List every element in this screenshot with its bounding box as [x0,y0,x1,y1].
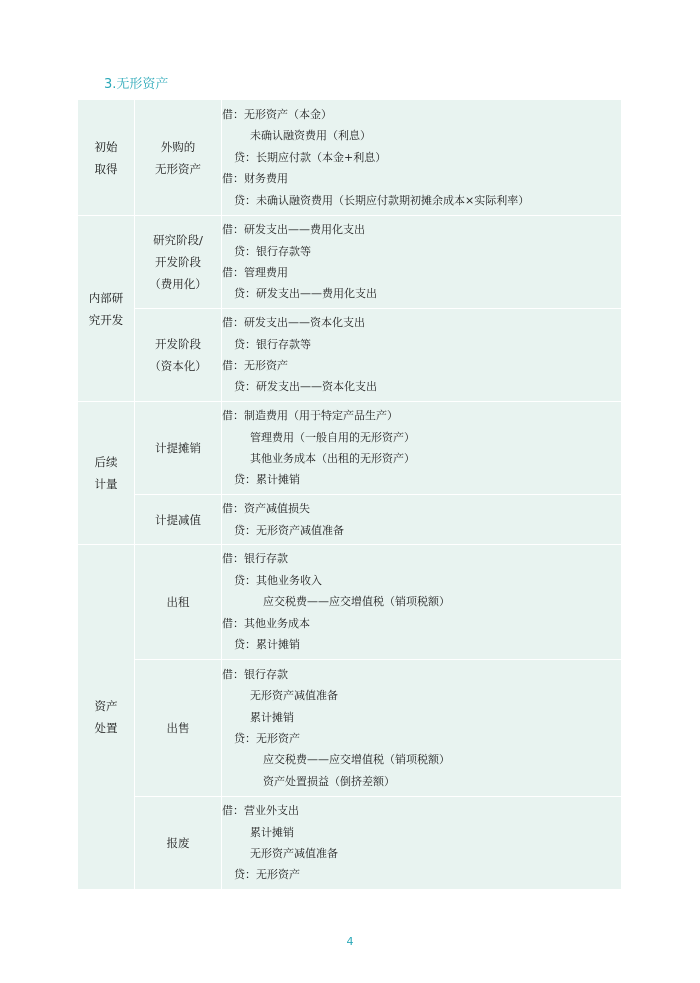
entry-line: 借：制造费用（用于特定产品生产） [222,409,398,423]
subcategory-label: 无形资产 [155,161,201,176]
entry-line: 贷：研发支出——资本化支出 [234,380,377,394]
table-row [78,309,622,402]
category-label: 计量 [94,477,118,491]
subcategory-cell [135,545,222,660]
entry-line: 贷：累计摊销 [234,638,300,652]
entry-cell [222,495,622,545]
entry-line: 贷：无形资产 [234,868,300,882]
entry-line: 借：无形资产 [222,359,288,372]
category-label: 内部研 [88,290,124,305]
entry-line: 贷：长期应付款（本金+利息） [234,150,387,164]
entry-line: 借：研发支出——费用化支出 [222,223,365,237]
entry-line: 应交税费——应交增值税（销项税额） [263,753,450,767]
subcategory-cell [135,495,222,545]
entry-line: 借：研发支出——资本化支出 [222,316,365,330]
entry-line: 借：无形资产（本金） [222,107,332,121]
category-label: 资产 [94,699,118,713]
subcategory-cell [135,309,222,402]
entry-line: 贷：累计摊销 [234,473,300,487]
entry-line: 其他业务成本（出租的无形资产） [250,452,415,465]
category-cell [78,216,135,402]
entry-line: 应交税费——应交增值税（销项税额） [263,595,450,609]
subcategory-label: 报废 [166,836,190,850]
category-label: 初始 [94,139,118,154]
subcategory-label: 计提摊销 [155,441,201,455]
entry-cell [222,216,622,309]
entry-line: 贷：无形资产减值准备 [234,523,344,537]
table-row [78,545,622,660]
entry-line: 无形资产减值准备 [250,689,338,703]
subcategory-label: 出租 [166,595,190,609]
subcategory-cell [135,402,222,495]
subcategory-label: 出售 [166,721,190,735]
table-row [78,660,622,797]
entry-cell [222,100,622,216]
category-label: 处置 [94,721,118,735]
subcategory-label: 开发阶段 [155,255,201,269]
entry-cell [222,402,622,495]
entry-line: 借：银行存款 [222,667,288,681]
subcategory-label: 计提减值 [155,512,201,527]
category-label: 究开发 [88,312,124,327]
table-row [78,402,622,495]
entry-line: 贷：未确认融资费用（长期应付款期初摊余成本×实际利率） [234,193,530,207]
entry-line: 借：营业外支出 [222,804,299,818]
entry-line: 累计摊销 [250,710,294,724]
subcategory-cell [135,100,222,216]
entry-line: 贷：银行存款等 [234,337,311,351]
entry-line: 贷：其他业务收入 [234,573,322,587]
subcategory-cell [135,797,222,890]
entry-line: 贷：研发支出——费用化支出 [234,287,377,301]
subcategory-label: 外购的 [160,139,196,154]
category-label: 取得 [94,161,118,176]
entry-line: 借：其他业务成本 [222,616,310,630]
entry-line: 未确认融资费用（利息） [250,129,371,143]
intangible-assets-table [77,99,622,890]
entry-cell [222,545,622,660]
entry-line: 借：银行存款 [222,552,288,566]
table-row [78,100,622,216]
entry-line: 累计摊销 [250,825,294,839]
entry-cell [222,309,622,402]
entry-line: 管理费用（一般自用的无形资产） [250,430,415,444]
entry-line: 借：财务费用 [222,172,288,186]
category-cell [78,402,135,545]
subcategory-label: 开发阶段 [155,337,201,351]
table-row [78,797,622,890]
entry-line: 资产处置损益（倒挤差额） [263,774,395,788]
entry-cell [222,660,622,797]
subcategory-label: （费用化） [149,277,207,291]
page-number: 4 [346,935,354,948]
section-title: 3.无形资产 [104,77,169,92]
category-cell [78,545,135,890]
entry-line: 贷：无形资产 [234,732,300,745]
subcategory-label: （资本化） [149,359,207,373]
entry-line: 贷：银行存款等 [234,244,311,258]
entry-line: 借：资产减值损失 [222,502,310,516]
category-label: 后续 [94,455,118,469]
subcategory-cell [135,216,222,309]
entry-line: 借：管理费用 [222,266,288,279]
category-cell [78,100,135,216]
subcategory-cell [135,660,222,797]
subcategory-label: 研究阶段/ [153,233,203,247]
entry-cell [222,797,622,890]
entry-line: 无形资产减值准备 [250,847,338,860]
table-row [78,495,622,545]
table-row [78,216,622,309]
